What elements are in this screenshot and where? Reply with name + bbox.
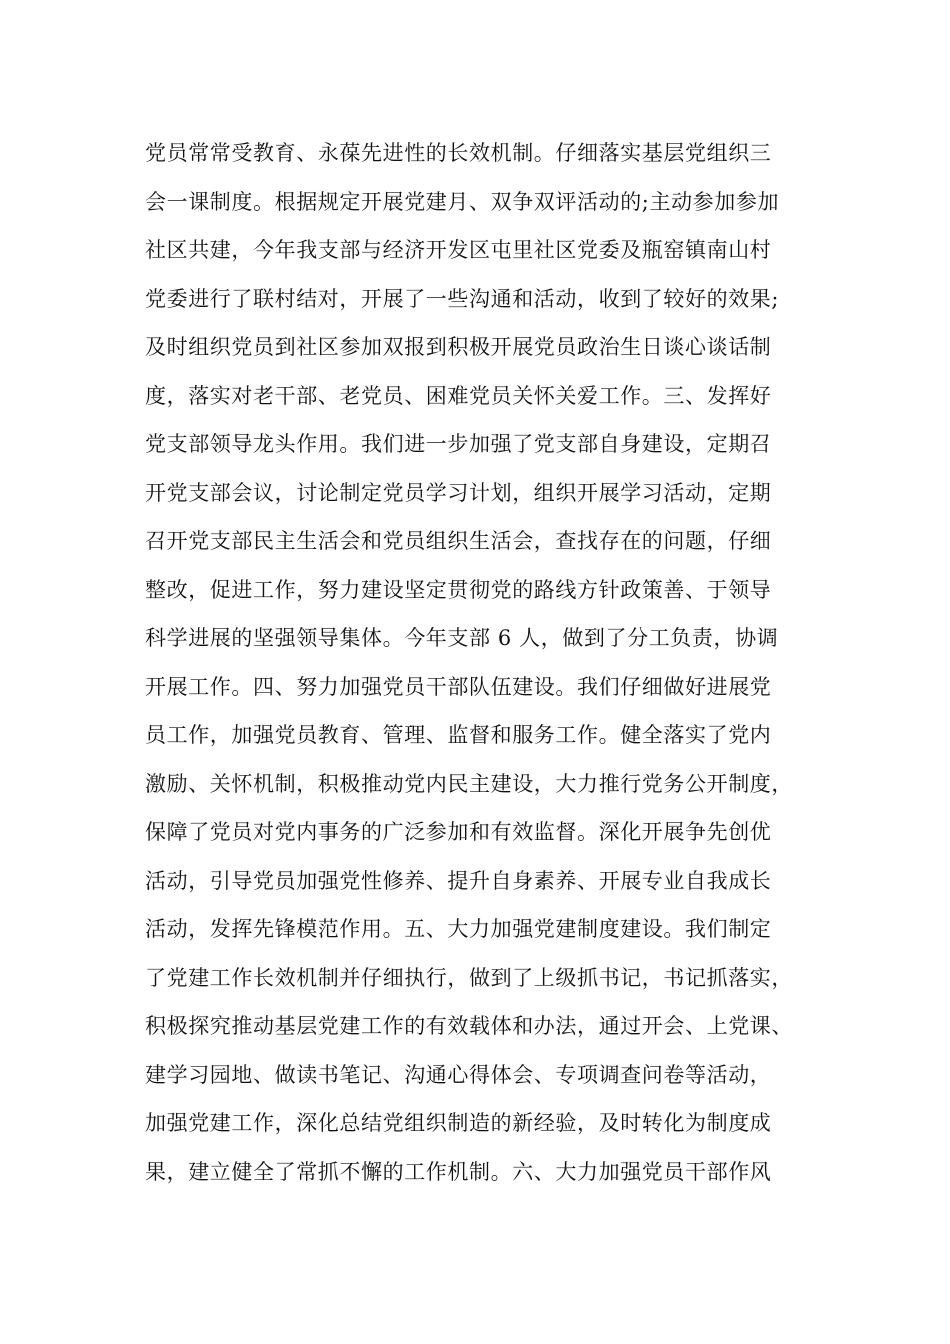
text-line: 科学进展的坚强领导集体。今年支部 6 人，做到了分工负责，协调 bbox=[145, 626, 779, 650]
text-line: 会一课制度。根据规定开展党建月、双争双评活动的;主动参加参加 bbox=[145, 189, 780, 214]
text-line: 激励、关怀机制，积极推动党内民主建设，大力推行党务公开制度， bbox=[145, 771, 793, 796]
text-line: 活动，引导党员加强党性修养、提升自身素养、开展专业自我成长 bbox=[145, 868, 772, 893]
text-line: 开党支部会议，讨论制定党员学习计划，组织开展学习活动，定期 bbox=[145, 480, 772, 505]
text-line: 党员常常受教育、永葆先进性的长效机制。仔细落实基层党组织三 bbox=[145, 141, 772, 165]
text-line: 及时组织党员到社区参加双报到积极开展党员政治生日谈心谈话制 bbox=[145, 335, 772, 359]
text-line: 社区共建，今年我支部与经济开发区屯里社区党委及瓶窑镇南山村 bbox=[145, 238, 772, 262]
body-text bbox=[145, 129, 835, 1196]
text-line: 员工作，加强党员教育、管理、监督和服务工作。健全落实了党内 bbox=[145, 723, 772, 747]
text-line: 积极探究推动基层党建工作的有效载体和办法，通过开会、上党课、 bbox=[145, 1014, 793, 1038]
text-line: 活动，发挥先锋模范作用。五、大力加强党建制度建设。我们制定 bbox=[145, 917, 772, 941]
text-line: 开展工作。四、努力加强党员干部队伍建设。我们仔细做好进展党 bbox=[145, 674, 772, 699]
text-line: 整改，促进工作，努力建设坚定贯彻党的路线方针政策善、于领导 bbox=[145, 577, 772, 602]
text-line: 了党建工作长效机制并仔细执行，做到了上级抓书记，书记抓落实， bbox=[145, 965, 793, 990]
text-line: 保障了党员对党内事务的广泛参加和有效监督。深化开展争先创优 bbox=[145, 820, 772, 844]
text-line: 党委进行了联村结对，开展了一些沟通和活动，收到了较好的效果; bbox=[145, 286, 780, 311]
text-line: 党支部领导龙头作用。我们进一步加强了党支部自身建设，定期召 bbox=[145, 432, 772, 456]
text-line: 召开党支部民主生活会和党员组织生活会，查找存在的问题，仔细 bbox=[145, 529, 772, 553]
text-line: 建学习园地、做读书笔记、沟通心得体会、专项调查问卷等活动， bbox=[145, 1062, 772, 1087]
text-line: 度，落实对老干部、老党员、困难党员关怀关爱工作。三、发挥好 bbox=[145, 383, 772, 408]
text-line: 果，建立健全了常抓不懈的工作机制。六、大力加强党员干部作风 bbox=[145, 1159, 772, 1184]
text-line: 加强党建工作，深化总结党组织制造的新经验，及时转化为制度成 bbox=[145, 1111, 772, 1135]
